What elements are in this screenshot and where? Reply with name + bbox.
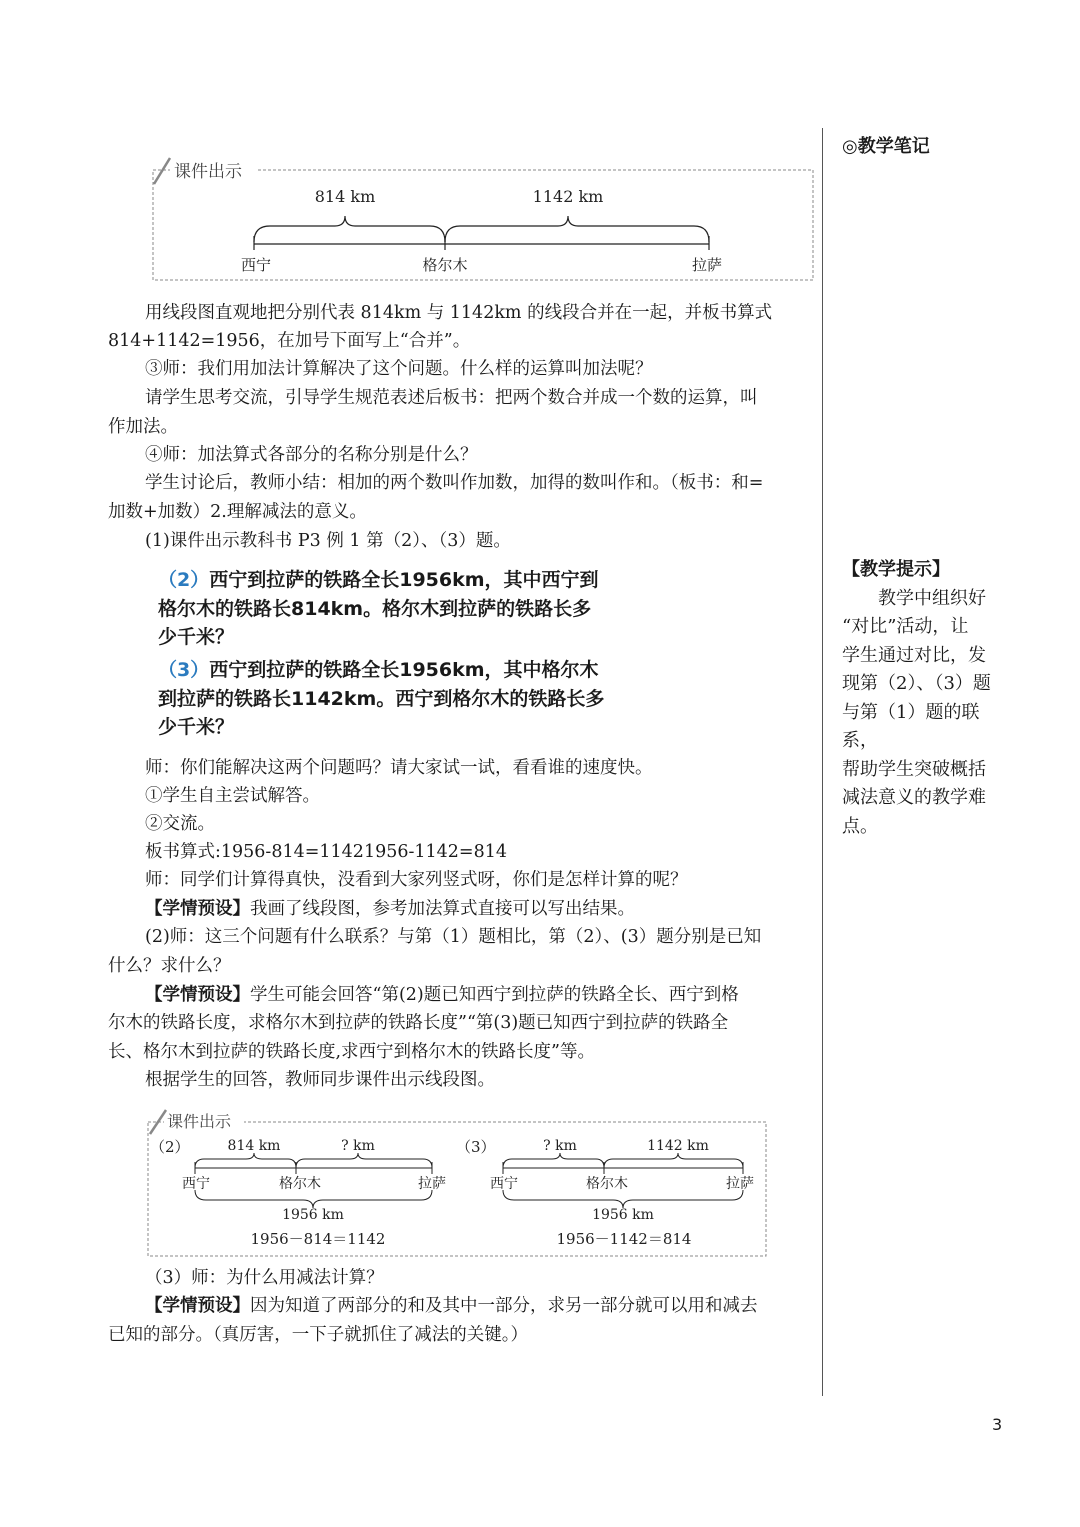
preset-tag: 【学情预设】 — [145, 985, 250, 1005]
paragraph-line: 已知的部分。（真厉害，一下子就抓住了减法的关键。） — [108, 1325, 528, 1345]
teaching-tip — [842, 556, 1007, 841]
paragraph: (1)课件出示教科书 P3 例 1 第（2）、（3）题。 — [145, 531, 511, 551]
courseware-label: 课件出示 — [174, 162, 242, 182]
segment-1-length: 814 km — [314, 187, 376, 206]
right-total: 1956 km — [592, 1207, 654, 1223]
preset-tag: 【学情预设】 — [145, 899, 250, 919]
paragraph-line: 尔木的铁路长度，求格尔木到拉萨的铁路长度”“第(3)题已知西宁到拉萨的铁路全 — [108, 1013, 729, 1033]
paragraph: ①学生自主尝试解答。 — [145, 786, 320, 806]
left-total: 1956 km — [282, 1207, 344, 1223]
paragraph: 师：同学们计算得真快，没看到大家列竖式呀，你们是怎样计算的呢？ — [145, 870, 688, 890]
problem-text: 西宁到拉萨的铁路全长1956km，其中格尔木 — [209, 659, 599, 681]
right-station-xining: 西宁 — [490, 1176, 518, 1192]
left-station-xining: 西宁 — [182, 1176, 210, 1192]
paragraph-line: 学生讨论后，教师小结：相加的两个数叫作加数，加得的数叫作和。（板书：和= — [145, 473, 764, 493]
paragraph-line — [108, 1292, 808, 1320]
problem-3-line-3: 少千米？ — [158, 716, 235, 738]
station-xining: 西宁 — [240, 256, 272, 274]
problem-text: 西宁到拉萨的铁路全长1956km，其中西宁到 — [209, 569, 599, 591]
right-station-lhasa: 拉萨 — [726, 1176, 754, 1192]
problem-2-number: （2） — [158, 569, 210, 591]
paragraph-line: 作加法。 — [108, 417, 178, 437]
courseware-label: 课件出示 — [167, 1112, 232, 1131]
paragraph-line: 请学生思考交流，引导学生规范表述后板书：把两个数合并成一个数的运算，叫 — [145, 388, 758, 408]
paragraph — [108, 895, 808, 923]
paragraph-line: 用线段图直观地把分别代表 814km 与 1142km 的线段合并在一起，并板书算式 — [145, 303, 773, 323]
paragraph: 师：你们能解决这两个问题吗？请大家试一试，看看谁的速度快。 — [145, 758, 653, 778]
paragraph: ④师：加法算式各部分的名称分别是什么？ — [145, 445, 478, 465]
left-station-lhasa: 拉萨 — [418, 1176, 446, 1192]
paragraph-text: 学生可能会回答“第(2)题已知西宁到拉萨的铁路全长、西宁到格 — [250, 985, 739, 1005]
teaching-tip-line: 教学中组织好 — [878, 587, 986, 609]
teaching-tip-heading: 【教学提示】 — [842, 559, 950, 580]
teaching-tip-line: 点。 — [842, 815, 878, 837]
right-problem-number: （3） — [456, 1138, 496, 1156]
sidebar-divider — [822, 128, 823, 1396]
paragraph-line — [108, 981, 808, 1009]
sidebar-title: ◎教学笔记 — [842, 136, 930, 157]
right-segment-1: ? km — [543, 1138, 577, 1154]
segment-2-length: 1142 km — [532, 187, 604, 206]
paragraph-text: 因为知道了两部分的和及其中一部分，求另一部分就可以用和减去 — [250, 1296, 758, 1316]
problem-2-line-1 — [158, 566, 599, 595]
page-number: 3 — [992, 1415, 1003, 1434]
paragraph-line: 814+1142=1956，在加号下面写上“合并”。 — [108, 331, 471, 351]
left-station-golmud: 格尔木 — [279, 1176, 321, 1192]
paragraph: （3）师：为什么用减法计算？ — [145, 1268, 384, 1288]
left-problem-number: （2） — [150, 1138, 190, 1156]
problem-2-line-3: 少千米？ — [158, 626, 235, 648]
problem-3-line-2: 到拉萨的铁路长1142km。西宁到格尔木的铁路长多 — [158, 688, 605, 710]
right-segment-2: 1142 km — [647, 1138, 709, 1154]
station-golmud: 格尔木 — [422, 256, 468, 274]
courseware-diagram-2 — [140, 1104, 772, 1260]
problem-3-line-1 — [158, 656, 599, 685]
paragraph-line: 加数+加数）2.理解减法的意义。 — [108, 502, 367, 522]
paragraph: 根据学生的回答，教师同步课件出示线段图。 — [145, 1070, 495, 1090]
left-segment-1: 814 km — [227, 1138, 281, 1154]
left-formula: 1956－814＝1142 — [250, 1230, 386, 1248]
preset-tag: 【学情预设】 — [145, 1296, 250, 1316]
paragraph-line: 长、格尔木到拉萨的铁路长度,求西宁到格尔木的铁路长度”等。 — [108, 1042, 596, 1062]
teaching-tip-line: 减法意义的教学难 — [842, 787, 986, 808]
right-formula: 1956－1142＝814 — [556, 1230, 692, 1248]
problem-2-line-2: 格尔木的铁路长814km。格尔木到拉萨的铁路长多 — [158, 598, 592, 620]
teaching-tip-line: 现第（2）、（3）题 — [842, 673, 991, 694]
station-lhasa: 拉萨 — [691, 256, 723, 274]
teaching-tip-line: 帮助学生突破概括 — [842, 758, 986, 780]
paragraph: ②交流。 — [145, 814, 215, 834]
left-segment-2: ? km — [341, 1138, 375, 1154]
teaching-tip-line: 与第（1）题的联系， — [842, 701, 980, 751]
right-station-golmud: 格尔木 — [586, 1176, 628, 1192]
teaching-tip-line: “对比”活动，让 — [842, 616, 969, 637]
paragraph-text: 我画了线段图，参考加法算式直接可以写出结果。 — [250, 899, 635, 919]
courseware-diagram-1 — [148, 150, 818, 284]
paragraph-line: 什么？求什么？ — [108, 956, 231, 976]
paragraph: ③师：我们用加法计算解决了这个问题。什么样的运算叫加法呢？ — [145, 359, 653, 379]
paragraph: 板书算式:1956-814=11421956-1142=814 — [145, 842, 507, 862]
problem-3-number: （3） — [158, 659, 210, 681]
paragraph-line: (2)师：这三个问题有什么联系？与第（1）题相比，第（2）、(3）题分别是已知 — [145, 927, 762, 947]
teaching-tip-line: 学生通过对比，发 — [842, 644, 986, 666]
